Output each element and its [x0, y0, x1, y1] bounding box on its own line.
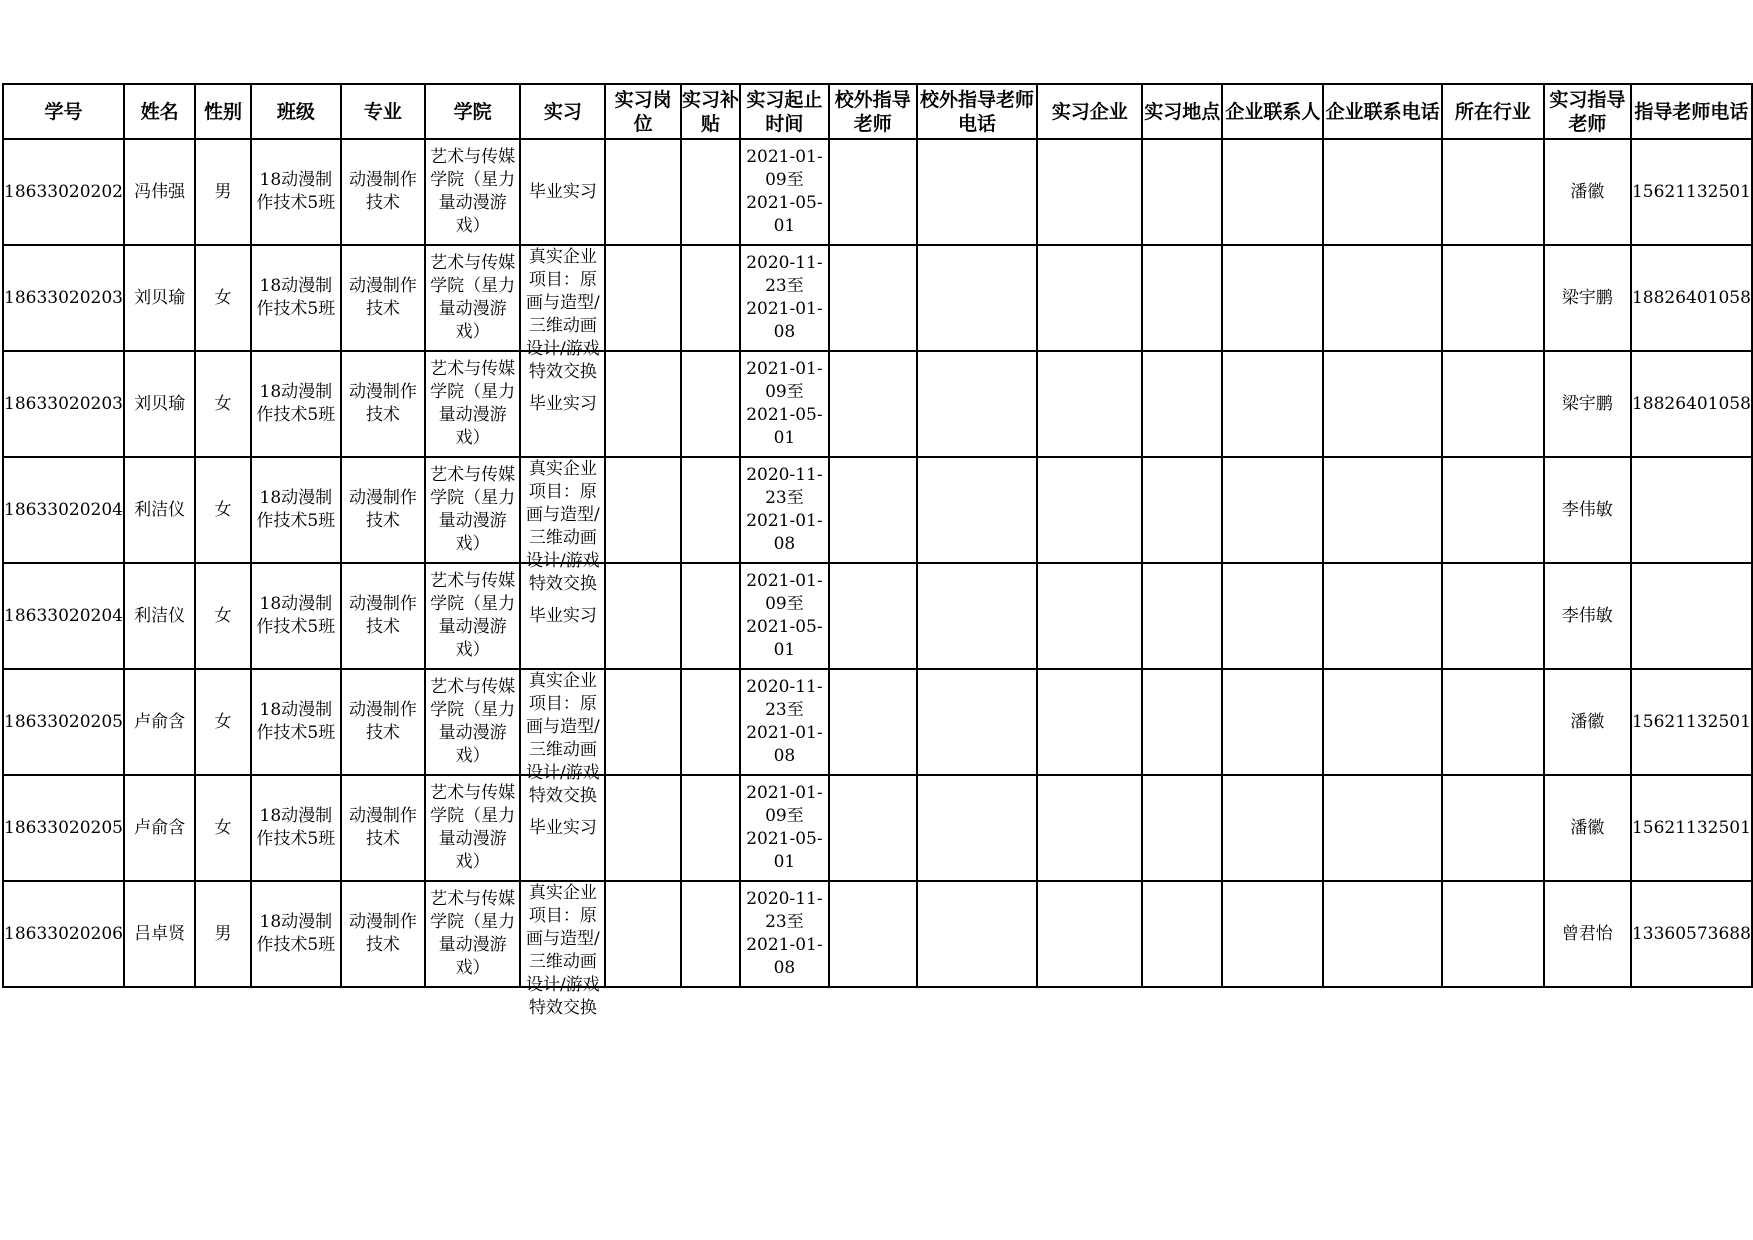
period-cell-text: 2021-01-09至2021-05-01: [746, 571, 823, 660]
major-cell: [341, 457, 425, 563]
teacher-cell: [1544, 351, 1631, 457]
post-cell: [605, 669, 680, 775]
teacher-cell: [1544, 775, 1631, 881]
name-cell-text: 吕卓贤: [134, 923, 186, 944]
major-cell: [341, 669, 425, 775]
subsidy-cell: [681, 139, 740, 245]
student-id-cell: [3, 245, 124, 351]
col-post-header: 实习岗位: [605, 84, 680, 139]
table-row: [3, 457, 1752, 563]
table-row: [3, 775, 1752, 881]
industry-cell: [1442, 669, 1544, 775]
col-external-teacher-header: 校外指导老师: [829, 84, 917, 139]
gender-cell: [195, 669, 251, 775]
college-cell-text: 艺术与传媒学院（星力量动漫游戏）: [430, 571, 516, 660]
gender-cell-text: 男: [214, 923, 232, 944]
gender-cell: [195, 245, 251, 351]
name-cell: [124, 669, 195, 775]
external-teacher-phone-cell: [917, 139, 1038, 245]
student-id-cell: [3, 881, 124, 987]
gender-cell: [195, 775, 251, 881]
college-cell: [425, 669, 520, 775]
name-cell-text: 刘贝瑜: [134, 287, 186, 308]
teacher-cell-text: 梁宇鹏: [1561, 393, 1613, 414]
period-cell-text: 2020-11-23至2021-01-08: [746, 677, 823, 766]
table-row: [3, 351, 1752, 457]
name-cell: [124, 881, 195, 987]
company-cell: [1037, 775, 1142, 881]
location-cell: [1142, 881, 1222, 987]
college-cell-text: 艺术与传媒学院（星力量动漫游戏）: [430, 147, 516, 236]
student-id-cell-text: 18633020206: [4, 923, 123, 944]
major-cell: [341, 563, 425, 669]
gender-cell: [195, 881, 251, 987]
major-cell-text: 动漫制作技术: [348, 912, 417, 955]
teacher-phone-cell: [1631, 457, 1752, 563]
gender-cell-text: 女: [214, 499, 232, 520]
class-cell: [251, 563, 341, 669]
company-cell: [1037, 351, 1142, 457]
college-cell-text: 艺术与传媒学院（星力量动漫游戏）: [430, 677, 516, 766]
major-cell-text: 动漫制作技术: [348, 382, 417, 425]
gender-cell-text: 女: [214, 711, 232, 732]
col-company-contact-header: 企业联系人: [1222, 84, 1323, 139]
student-id-cell: [3, 775, 124, 881]
company-contact-cell: [1222, 457, 1323, 563]
company-contact-phone-cell: [1323, 669, 1442, 775]
teacher-cell-text: 曾君怡: [1561, 923, 1613, 944]
subsidy-cell: [681, 563, 740, 669]
student-id-cell-text: 18633020204: [4, 499, 123, 520]
gender-cell: [195, 563, 251, 669]
internship-cell: [520, 139, 605, 245]
external-teacher-cell: [829, 139, 917, 245]
student-id-cell: [3, 669, 124, 775]
period-cell-text: 2020-11-23至2021-01-08: [746, 889, 823, 978]
internship-table: [2, 83, 1753, 1018]
internship-cell-text: 毕业实习: [528, 393, 597, 414]
col-industry-header: 所在行业: [1442, 84, 1544, 139]
class-cell-text: 18动漫制作技术5班: [256, 700, 336, 743]
college-cell-text: 艺术与传媒学院（星力量动漫游戏）: [430, 465, 516, 554]
period-cell: [740, 881, 828, 987]
name-cell-text: 刘贝瑜: [134, 393, 186, 414]
student-id-cell-text: 18633020203: [4, 287, 123, 308]
student-id-cell: [3, 563, 124, 669]
internship-cell: [520, 245, 605, 382]
col-external-teacher-phone-header: 校外指导老师电话: [917, 84, 1038, 139]
industry-cell: [1442, 351, 1544, 457]
subsidy-cell: [681, 775, 740, 881]
period-cell: [740, 245, 828, 351]
subsidy-cell: [681, 881, 740, 987]
gender-cell-text: 女: [214, 393, 232, 414]
industry-cell: [1442, 563, 1544, 669]
teacher-cell-text: 潘徽: [1570, 181, 1605, 202]
company-contact-cell: [1222, 351, 1323, 457]
location-cell: [1142, 139, 1222, 245]
post-cell: [605, 563, 680, 669]
name-cell-text: 卢俞含: [134, 711, 186, 732]
teacher-phone-cell: [1631, 669, 1752, 775]
company-contact-phone-cell: [1323, 245, 1442, 351]
external-teacher-cell: [829, 351, 917, 457]
internship-cell-text: 毕业实习: [528, 181, 597, 202]
name-cell: [124, 457, 195, 563]
class-cell-text: 18动漫制作技术5班: [256, 488, 336, 531]
subsidy-cell: [681, 669, 740, 775]
teacher-phone-cell-text: 13360573688: [1631, 923, 1751, 944]
class-cell-text: 18动漫制作技术5班: [256, 594, 336, 637]
teacher-cell-text: 潘徽: [1570, 711, 1605, 732]
teacher-cell-text: 潘徽: [1570, 817, 1605, 838]
period-cell: [740, 775, 828, 881]
col-class-header: 班级: [251, 84, 341, 139]
table-row: [3, 139, 1752, 245]
subsidy-cell: [681, 457, 740, 563]
class-cell-text: 18动漫制作技术5班: [256, 912, 336, 955]
company-cell: [1037, 881, 1142, 987]
company-cell: [1037, 245, 1142, 351]
major-cell-text: 动漫制作技术: [348, 700, 417, 743]
class-cell: [251, 669, 341, 775]
college-cell: [425, 139, 520, 245]
col-teacher-header: 实习指导老师: [1544, 84, 1631, 139]
internship-cell: [520, 881, 605, 1018]
internship-cell-text: 真实企业项目：原画与造型/三维动画设计/游戏特效交换: [525, 459, 600, 594]
industry-cell: [1442, 245, 1544, 351]
col-teacher-phone-header: 指导老师电话: [1631, 84, 1752, 139]
external-teacher-phone-cell: [917, 457, 1038, 563]
teacher-cell: [1544, 881, 1631, 987]
company-contact-phone-cell: [1323, 351, 1442, 457]
post-cell: [605, 351, 680, 457]
student-id-cell: [3, 457, 124, 563]
internship-cell-text: 毕业实习: [528, 817, 597, 838]
class-cell-text: 18动漫制作技术5班: [256, 276, 336, 319]
class-cell: [251, 457, 341, 563]
external-teacher-phone-cell: [917, 351, 1038, 457]
period-cell-text: 2021-01-09至2021-05-01: [746, 147, 823, 236]
internship-cell: [520, 457, 605, 594]
col-name-header: 姓名: [124, 84, 195, 139]
college-cell: [425, 457, 520, 563]
major-cell-text: 动漫制作技术: [348, 170, 417, 213]
period-cell-text: 2020-11-23至2021-01-08: [746, 465, 823, 554]
company-contact-cell: [1222, 775, 1323, 881]
gender-cell: [195, 139, 251, 245]
col-gender-header: 性别: [195, 84, 251, 139]
teacher-phone-cell-text: 15621132501: [1631, 181, 1751, 202]
table-row: [3, 669, 1752, 775]
period-cell: [740, 139, 828, 245]
location-cell: [1142, 245, 1222, 351]
header-row: [3, 84, 1752, 139]
period-cell: [740, 563, 828, 669]
teacher-cell-text: 李伟敏: [1561, 605, 1613, 626]
location-cell: [1142, 351, 1222, 457]
teacher-phone-cell-text: 15621132501: [1631, 711, 1751, 732]
company-contact-phone-cell: [1323, 775, 1442, 881]
period-cell: [740, 669, 828, 775]
location-cell: [1142, 775, 1222, 881]
col-student-id-header: 学号: [3, 84, 124, 139]
major-cell-text: 动漫制作技术: [348, 276, 417, 319]
gender-cell: [195, 457, 251, 563]
student-id-cell: [3, 139, 124, 245]
teacher-cell-text: 李伟敏: [1561, 499, 1613, 520]
name-cell-text: 冯伟强: [134, 181, 186, 202]
college-cell-text: 艺术与传媒学院（星力量动漫游戏）: [430, 889, 516, 978]
external-teacher-cell: [829, 881, 917, 987]
company-contact-cell: [1222, 563, 1323, 669]
external-teacher-phone-cell: [917, 881, 1038, 987]
gender-cell-text: 男: [214, 181, 232, 202]
company-contact-phone-cell: [1323, 457, 1442, 563]
name-cell: [124, 563, 195, 669]
period-cell: [740, 351, 828, 457]
location-cell: [1142, 457, 1222, 563]
company-cell: [1037, 139, 1142, 245]
subsidy-cell: [681, 351, 740, 457]
period-cell-text: 2021-01-09至2021-05-01: [746, 359, 823, 448]
external-teacher-phone-cell: [917, 775, 1038, 881]
company-contact-phone-cell: [1323, 563, 1442, 669]
company-contact-cell: [1222, 139, 1323, 245]
company-cell: [1037, 457, 1142, 563]
company-cell: [1037, 563, 1142, 669]
college-cell-text: 艺术与传媒学院（星力量动漫游戏）: [430, 783, 516, 872]
teacher-phone-cell: [1631, 881, 1752, 987]
teacher-phone-cell-text: 18826401058: [1631, 393, 1751, 414]
major-cell: [341, 775, 425, 881]
external-teacher-phone-cell: [917, 563, 1038, 669]
internship-cell: [520, 669, 605, 806]
external-teacher-cell: [829, 775, 917, 881]
col-subsidy-header: 实习补贴: [681, 84, 740, 139]
name-cell: [124, 775, 195, 881]
teacher-phone-cell-text: 18826401058: [1631, 287, 1751, 308]
student-id-cell: [3, 351, 124, 457]
col-company-header: 实习企业: [1037, 84, 1142, 139]
table-row: [3, 563, 1752, 669]
table-body: [3, 139, 1752, 1018]
industry-cell: [1442, 139, 1544, 245]
teacher-phone-cell: [1631, 563, 1752, 669]
period-cell-text: 2020-11-23至2021-01-08: [746, 253, 823, 342]
external-teacher-cell: [829, 669, 917, 775]
teacher-cell: [1544, 139, 1631, 245]
major-cell-text: 动漫制作技术: [348, 488, 417, 531]
college-cell: [425, 563, 520, 669]
internship-cell-text: 真实企业项目：原画与造型/三维动画设计/游戏特效交换: [525, 671, 600, 806]
teacher-phone-cell: [1631, 351, 1752, 457]
external-teacher-cell: [829, 245, 917, 351]
period-cell: [740, 457, 828, 563]
class-cell: [251, 775, 341, 881]
post-cell: [605, 775, 680, 881]
company-contact-cell: [1222, 669, 1323, 775]
college-cell-text: 艺术与传媒学院（星力量动漫游戏）: [430, 253, 516, 342]
gender-cell-text: 女: [214, 287, 232, 308]
company-contact-phone-cell: [1323, 881, 1442, 987]
student-id-cell-text: 18633020203: [4, 393, 123, 414]
major-cell-text: 动漫制作技术: [348, 594, 417, 637]
teacher-cell-text: 梁宇鹏: [1561, 287, 1613, 308]
teacher-cell: [1544, 245, 1631, 351]
col-location-header: 实习地点: [1142, 84, 1222, 139]
college-cell-text: 艺术与传媒学院（星力量动漫游戏）: [430, 359, 516, 448]
name-cell: [124, 245, 195, 351]
col-period-header: 实习起止时间: [740, 84, 828, 139]
class-cell-text: 18动漫制作技术5班: [256, 170, 336, 213]
company-cell: [1037, 669, 1142, 775]
gender-cell-text: 女: [214, 605, 232, 626]
industry-cell: [1442, 881, 1544, 987]
external-teacher-phone-cell: [917, 245, 1038, 351]
teacher-phone-cell: [1631, 775, 1752, 881]
college-cell: [425, 351, 520, 457]
major-cell: [341, 881, 425, 987]
class-cell: [251, 351, 341, 457]
teacher-cell: [1544, 669, 1631, 775]
class-cell: [251, 245, 341, 351]
table-row: [3, 881, 1752, 987]
industry-cell: [1442, 775, 1544, 881]
post-cell: [605, 139, 680, 245]
college-cell: [425, 245, 520, 351]
internship-cell-text: 毕业实习: [528, 605, 597, 626]
teacher-phone-cell: [1631, 139, 1752, 245]
col-major-header: 专业: [341, 84, 425, 139]
name-cell-text: 利洁仪: [134, 499, 186, 520]
col-internship-header: 实习: [520, 84, 605, 139]
name-cell-text: 卢俞含: [134, 817, 186, 838]
major-cell-text: 动漫制作技术: [348, 806, 417, 849]
teacher-cell: [1544, 457, 1631, 563]
name-cell-text: 利洁仪: [134, 605, 186, 626]
student-id-cell-text: 18633020204: [4, 605, 123, 626]
external-teacher-phone-cell: [917, 669, 1038, 775]
external-teacher-cell: [829, 563, 917, 669]
college-cell: [425, 881, 520, 987]
teacher-phone-cell-text: 15621132501: [1631, 817, 1751, 838]
location-cell: [1142, 563, 1222, 669]
industry-cell: [1442, 457, 1544, 563]
period-cell-text: 2021-01-09至2021-05-01: [746, 783, 823, 872]
company-contact-phone-cell: [1323, 139, 1442, 245]
post-cell: [605, 457, 680, 563]
class-cell-text: 18动漫制作技术5班: [256, 806, 336, 849]
post-cell: [605, 881, 680, 987]
col-company-contact-phone-header: 企业联系电话: [1323, 84, 1442, 139]
internship-cell-text: 真实企业项目：原画与造型/三维动画设计/游戏特效交换: [525, 247, 600, 382]
major-cell: [341, 245, 425, 351]
major-cell: [341, 351, 425, 457]
student-id-cell-text: 18633020202: [4, 181, 123, 202]
name-cell: [124, 139, 195, 245]
student-id-cell-text: 18633020205: [4, 711, 123, 732]
class-cell: [251, 139, 341, 245]
gender-cell-text: 女: [214, 817, 232, 838]
class-cell: [251, 881, 341, 987]
location-cell: [1142, 669, 1222, 775]
subsidy-cell: [681, 245, 740, 351]
table-row: [3, 245, 1752, 351]
name-cell: [124, 351, 195, 457]
external-teacher-cell: [829, 457, 917, 563]
col-college-header: 学院: [425, 84, 520, 139]
company-contact-cell: [1222, 881, 1323, 987]
gender-cell: [195, 351, 251, 457]
company-contact-cell: [1222, 245, 1323, 351]
teacher-phone-cell: [1631, 245, 1752, 351]
post-cell: [605, 245, 680, 351]
college-cell: [425, 775, 520, 881]
internship-cell-text: 真实企业项目：原画与造型/三维动画设计/游戏特效交换: [525, 883, 600, 1018]
major-cell: [341, 139, 425, 245]
student-id-cell-text: 18633020205: [4, 817, 123, 838]
teacher-cell: [1544, 563, 1631, 669]
class-cell-text: 18动漫制作技术5班: [256, 382, 336, 425]
